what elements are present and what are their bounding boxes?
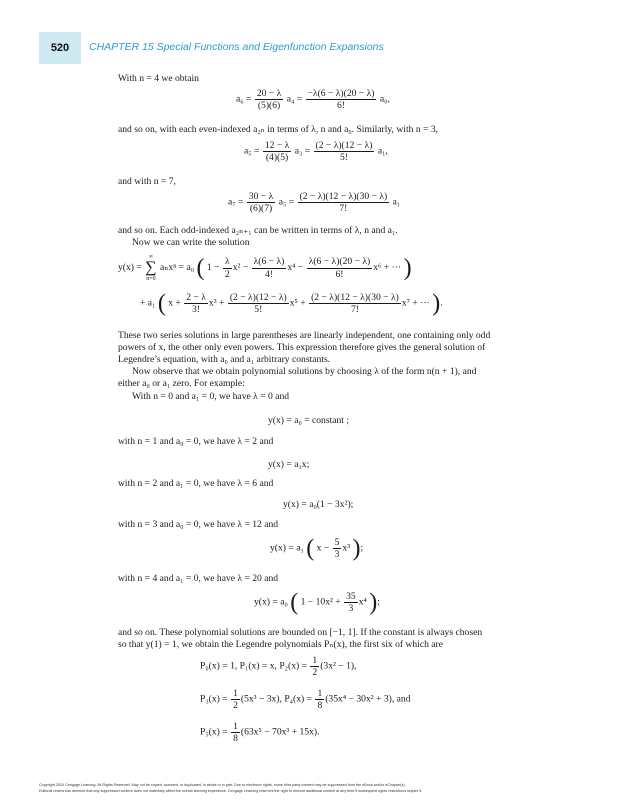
- legendre-row1: P₀(x) = 1, P₁(x) = x, P₂(x) = $\frac{1}{2}$ (3x² − 1),: [200, 655, 357, 679]
- paragraph-line: with n = 3 and a₀ = 0, we have λ = 12 and: [118, 519, 279, 530]
- equation-a6: a₆ = $\frac{20 - \lambda}{(5)(6)}$ a₄ = $\frac{-\lambda(6 - \lambda)(20 - \lambda)}{6!}$ a₀,: [236, 88, 390, 112]
- fraction: $\frac{(2 - \lambda)(12 - \lambda)(30 - \lambda)}{7!}$: [311, 292, 399, 316]
- paragraph-line: with n = 4 and a₁ = 0, we have λ = 20 and: [118, 573, 279, 584]
- paragraph-line: powers of x, the other only even powers. This expression therefore gives the general solution of: [118, 342, 486, 353]
- left-paren: (: [290, 589, 299, 616]
- paragraph-line: with n = 1 and a₀ = 0, we have λ = 2 and: [118, 436, 274, 447]
- paragraph-line: either a₀ or a₁ zero. For example:: [118, 378, 245, 389]
- legendre-row2: P₃(x) = $\frac{1}{2}$ (5x³ − 3x), P₄(x) = $\frac{1}{8}$ (35x⁴ − 30x² + 3), and: [200, 688, 411, 712]
- equation-y1: y(x) = a₁x;: [268, 459, 310, 470]
- right-paren: ): [352, 535, 361, 562]
- fraction: $\frac{2 - \lambda}{3!}$: [186, 292, 206, 316]
- right-paren: ): [432, 290, 441, 317]
- copyright-footer: Copyright 2010 Cengage Learning. All Rights Reserved. May not be copied, scanned, or duplicated, in whole or in part. Due to electronic rights, some third party content may be suppressed from the eBook and/or eChapter(s). Editorial review has deemed that any suppressed content does not materially affect the overall learning experience. Cengage Learning reserves the right to remove additional content at any time if subsequent rights restrictions require it.: [39, 783, 423, 793]
- paragraph: and so on. Each odd-indexed a₂ₙ₊₁ can be written in terms of λ, n and a₁.: [118, 225, 398, 236]
- series-equation-row1: y(x) = ∞ ∑ n=0 aₙxⁿ = a₀ ( 1 − $\frac{\lambda}{2}$ x² − $\frac{\lambda(6 - \lambda)}{4!}$ x⁴ − $\frac{\lambda(6 - \lambda)(20 - \lambda)}{6!}$ x⁶ + ⋯ ): [118, 254, 412, 282]
- fraction: $\frac{1}{2}$: [233, 688, 238, 712]
- paragraph-line: With n = 0 and a₁ = 0, we have λ = 0 and: [132, 391, 290, 402]
- series-equation-row2: + a₁ ( x + $\frac{2 - \lambda}{3!}$ x³ + $\frac{(2 - \lambda)(12 - \lambda)}{5!}$ x⁵ + $\frac{(2 - \lambda)(12 - \lambda)(30 - \lambda)}{7!}$ x⁷ + ⋯ ).: [140, 290, 443, 317]
- paragraph: Now we can write the solution: [132, 237, 250, 248]
- fraction: $\frac{(2 - \lambda)(12 - \lambda)(30 - \lambda)}{7!}$: [299, 191, 388, 215]
- fraction: $\frac{1}{8}$: [317, 688, 323, 712]
- paragraph: With n = 4 we obtain: [118, 73, 199, 84]
- paragraph: and so on, with each even-indexed a₂ₙ in terms of λ, n and a₀. Similarly, with n = 3,: [118, 124, 439, 135]
- fraction: $\frac{20 - \lambda}{(5)(6)}$: [256, 88, 282, 112]
- paragraph-line: with n = 2 and a₁ = 0, we have λ = 6 and: [118, 478, 274, 489]
- equation-y4: y(x) = a₀ ( 1 − 10x² + $\frac{35}{3}$ x⁴ );: [254, 589, 380, 616]
- paragraph-line: and so on. These polynomial solutions are bounded on [−1, 1]. If the constant is always chosen: [118, 627, 483, 638]
- fraction: $\frac{\lambda(6 - \lambda)}{4!}$: [253, 256, 285, 280]
- left-paren: (: [157, 290, 166, 317]
- paragraph: and with n = 7,: [118, 176, 176, 187]
- equation-a7: a₇ = $\frac{30 - \lambda}{(6)(7)}$ a₅ = $\frac{(2 - \lambda)(12 - \lambda)(30 - \lambda)}{7!}$ a₁: [228, 191, 401, 215]
- paragraph-line: These two series solutions in large parentheses are linearly independent, one containing only odd: [118, 330, 491, 341]
- fraction: $\frac{1}{8}$: [233, 721, 238, 745]
- page-number: 520: [39, 32, 81, 64]
- paragraph-line: so that y(1) = 1, we obtain the Legendre polynomials Pₙ(x), the first six of which are: [118, 639, 444, 650]
- chapter-title: CHAPTER 15 Special Functions and Eigenfunction Expansions: [89, 41, 384, 53]
- fraction: $\frac{\lambda(6 - \lambda)(20 - \lambda)}{6!}$: [308, 256, 371, 280]
- fraction: $\frac{35}{3}$: [346, 591, 356, 615]
- fraction: $\frac{(2 - \lambda)(12 - \lambda)}{5!}$: [229, 292, 287, 316]
- fraction: $\frac{\lambda}{2}$: [224, 256, 230, 280]
- left-paren: (: [196, 255, 205, 281]
- fraction: $\frac{(2 - \lambda)(12 - \lambda)}{5!}$: [315, 140, 373, 164]
- equation-y0: y(x) = a₀ = constant ;: [268, 415, 350, 426]
- fraction: $\frac{12 - \lambda}{(4)(5)}$: [264, 140, 290, 164]
- fraction: $\frac{-\lambda(6 - \lambda)(20 - \lambda)}{6!}$: [307, 88, 375, 112]
- paragraph-line: Legendre’s equation, with a₀ and a₁ arbitrary constants.: [118, 354, 331, 365]
- right-paren: ): [369, 589, 378, 616]
- equation-y3: y(x) = a₁ ( x − $\frac{5}{3}$ x³ );: [270, 535, 364, 562]
- fraction: $\frac{5}{3}$: [334, 537, 340, 561]
- fraction: $\frac{1}{2}$: [312, 655, 318, 679]
- fraction: $\frac{30 - \lambda}{(6)(7)}$: [248, 191, 274, 215]
- equation-y2: y(x) = a₀(1 − 3x²);: [283, 499, 354, 510]
- page-header: [0, 32, 622, 66]
- right-paren: ): [403, 255, 412, 281]
- summation-symbol: ∞ ∑ n=0: [145, 254, 157, 282]
- left-paren: (: [306, 535, 315, 562]
- paragraph-line: Now observe that we obtain polynomial solutions by choosing λ of the form n(n + 1), and: [132, 366, 477, 377]
- equation-a5: a₅ = $\frac{12 - \lambda}{(4)(5)}$ a₃ = $\frac{(2 - \lambda)(12 - \lambda)}{5!}$ a₁,: [244, 140, 388, 164]
- legendre-row3: P₅(x) = $\frac{1}{8}$ (63x⁵ − 70x³ + 15x).: [200, 721, 320, 745]
